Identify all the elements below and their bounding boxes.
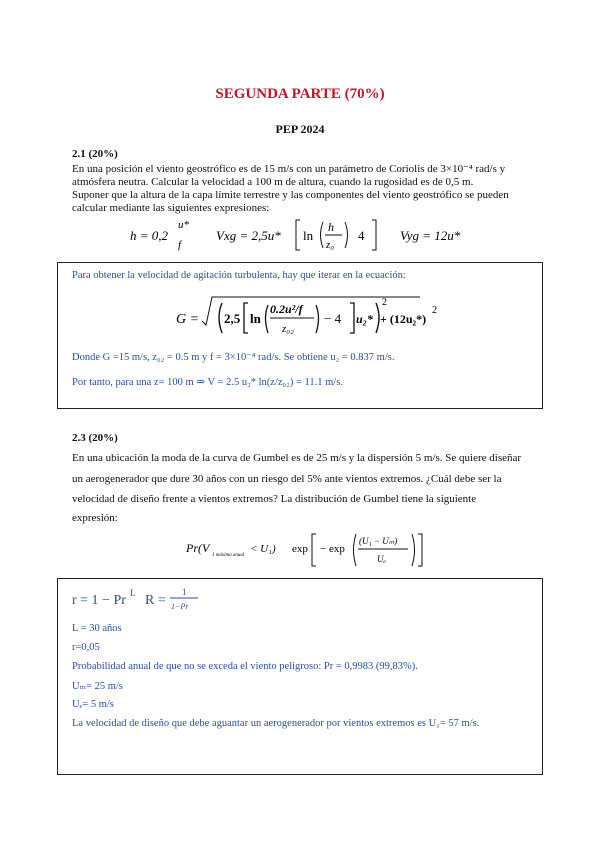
box1-equation [170,287,440,343]
eq-h-den: f [178,239,182,251]
q21-line-4: calcular mediante las siguientes expresiones: [72,202,270,214]
box1-eq-ln: ln [250,311,261,326]
box2-line-pr: Probabilidad anual de que no se exceda el viento peligroso: Pr = 0,9983 (99,83%). [72,661,418,672]
box1-eq-num: 0.2u²/f [270,302,303,316]
eq-ln: ln [303,228,314,243]
box1-line-2: Por tanto, para una z= 100 m ⇒ V = 2.5 u₂* ln(z/z₀₂) = 11.1 m/s. [72,377,343,388]
exam-subtitle: PEP 2024 [275,122,325,136]
gumbel-minus: − exp [320,543,345,555]
q21-line-1: En una posición el viento geostrófico es de 15 m/s con un parámetro de Coriolis de 3×10⁻⁴ rad/s y [72,163,506,175]
box1-eq-sq: 2 [382,297,387,308]
eq-vyg: Vyg = 12u* [400,228,461,243]
risk-formulas [70,583,270,615]
box1-eq-G: G = [176,312,200,327]
formula-R-den: 1−Pr [171,602,189,611]
eq-h: h = 0,2 [130,228,169,243]
box1-eq-minus4: − 4 [324,311,342,326]
q23-line-3: velocidad de diseño frente a vientos extremos? La distribución de Gumbel tiene la siguiente [72,493,477,505]
q21-line-2: atmósfera neutra. Calcular la velocidad a 100 m de altura, cuando la rugosidad es de 0,5 m. [72,176,474,188]
page-title: SEGUNDA PARTE (70%) [215,86,385,102]
eq-vxg: Vxg = 2,5u* [216,228,281,243]
box2-line-r: r=0,05 [72,642,100,653]
box2-line-ue: Uₑ= 5 m/s [72,699,114,710]
q23-line-1: En una ubicación la moda de la curva de Gumbel es de 25 m/s y la dispersión 5 m/s. Se quiere diseñar [72,452,522,464]
formula-R-num: 1 [182,587,187,597]
box1-eq-25: 2,5 [224,311,241,326]
formula-r-sup: L [130,588,136,598]
q21-line-3: Suponer que la altura de la capa límite terrestre y las componentes del viento geostrófico se pueden [72,189,509,201]
box1-eq-den: z₀₂ [282,323,294,335]
eq-h-num: u* [178,219,189,231]
eq-four: 4 [358,228,365,243]
q21-equations [120,214,480,254]
box1-eq-plus: + (12u₂*) [380,312,427,326]
gumbel-equation [180,528,430,570]
gumbel-pr: Pr(V [186,541,210,555]
eq-h2: h [328,220,334,234]
box2-line-um: Uₘ= 25 m/s [72,681,123,692]
box2-line-result: La velocidad de diseño que debe aguantar un aerogenerador por vientos extremos es U₁= 57 m/s. [72,718,480,729]
gumbel-frac-den: Uₑ [377,554,386,564]
q23-line-2: un aerogenerador que dure 30 años con un riesgo del 5% ante vientos extremos. ¿Cuál debe ser la [72,473,502,485]
q23-line-4: expresión: [72,512,118,524]
gumbel-frac-num: (U₁ − Uₘ) [359,536,398,546]
question-2-1-label: 2.1 (20%) [72,148,118,160]
box1-eq-sq2: 2 [432,305,437,316]
gumbel-sub: 1 máximo anual [212,553,245,558]
formula-R: R = [145,593,166,608]
box1-line-1: Donde G =15 m/s, z₀₂ = 0.5 m y f = 3×10⁻⁴ rad/s. Se obtiene u₂ = 0.837 m/s. [72,352,395,363]
gumbel-lt: < U₁) [250,543,276,555]
box1-eq-u2: u₂* [356,312,373,326]
formula-r: r = 1 − Pr [72,593,126,608]
gumbel-exp1: exp [292,543,308,555]
box2-line-L: L = 30 años [72,623,122,634]
eq-z0: z₀ [326,239,335,251]
box1-intro: Para obtener la velocidad de agitación turbulenta, hay que iterar en la ecuación: [72,270,406,281]
question-2-3-label: 2.3 (20%) [72,432,118,444]
